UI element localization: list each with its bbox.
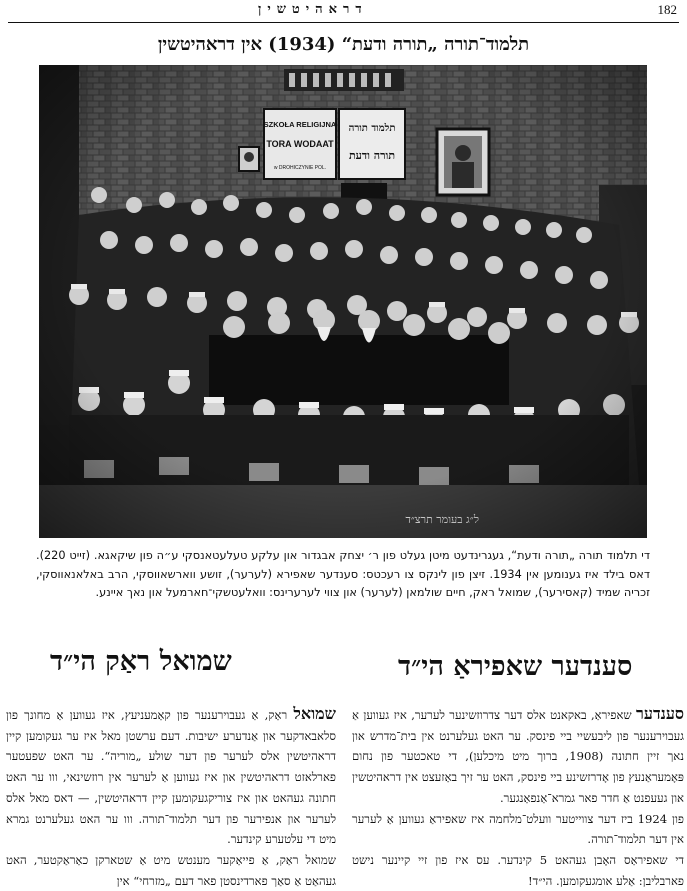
lead-word: שמואל — [293, 704, 336, 723]
photo-heading: תלמוד־תורה „תורה ודעת“ (1934) אין דראהיטשין — [157, 34, 530, 55]
paragraph: שמואל ראַק, אַ געבוירענער פון קאַמעניעץ, איז געווען אַ מחונך פון סלאבאדקער און אַנדערע ישיבות. דעם ערשטן מאל איז ער געקומען קיין דראהיטשין אלס לערער פון דער שולע „מוריה“. ער האט שפעטער פארלאזט דראהיטשין און איז געווען אַ לערער אין רוזשינאי, ווו ער האט חתונה געהאט און איז צוריקגעקומען קיין דראהיטשין, — דאס מאל אלס לערער און אנפירער פון דער תלמוד־תורה. ווו ער האט געלערנט גמרא מיט די עלטערע קינדער. — [6, 704, 336, 847]
lead-word: סענדער — [636, 704, 684, 723]
paragraph: די שאפיראַס האָבן געהאט 5 קינדער. עס איז פון זיי קיינער נישט פארבליבן: אַלע אומגעקומען. הי״ד! — [352, 852, 685, 888]
running-header — [8, 0, 679, 23]
article-title-rak: שמואל ראַק הי״ד — [50, 646, 232, 677]
running-title: דראהיטשין — [258, 2, 368, 17]
page-number: 182 — [657, 2, 677, 17]
paragraph: פון 1924 ביז דער צווייטער וועלט־מלחמה איז שאפיראַ געווען אַ לערער אין דער תלמוד־תורה. — [352, 811, 685, 847]
article-title-shapiro: סענדער שאפיראַ הי״ד — [398, 651, 633, 682]
article-body-shapiro — [352, 704, 684, 891]
group-photograph — [39, 65, 647, 538]
photo-caption: די תלמוד תורה „תורה ודעת“, געגרינדעט מיטן געלט פון ר׳ יצחק אבגדור און עלקע טעלעטאנסקי ע״ה פון שיקאגא. (זייט 220). דאס בילד איז גענומען אין 1934. זיצן פון לינקס צו רעכטס: סענדער שאפירא (לערער), זושע ווארשאווסקי, הרב באלאנאווסקי, זכריה שמיד (קאסירער), שמואל ראק, חיים שולמאן (לערער) און צווי לערערינס: וואלעטשקי־חארמעל און נאך איינע. — [36, 549, 650, 599]
article-body-rak — [6, 704, 336, 891]
paragraph: שמואל ראַק, אַ פייאַקער מענטש מיט אַ שטארקן כאַראַקטער, האט געהאַט אַ סאַך פארדינסטן פאר דעם „מזרחי“ אין — [6, 852, 336, 888]
paragraph: סענדער שאפיראַ, באקאנט אלס דער צדרוזשינער לערער, איז געווען אַ געבוירענער פון ליבעשיי ביי פינסק. ער האט געלערנט אין בית־מדרש און נאך זיין חתונה (1908, ברוך מיט מיכלען), די טאכטער פון נחום פּאָמעראַנעץ פון אָדרזשינע ביי פינסק, האט ער זיך באַזעצט אין דראהיטשין און געעפנט אַ חדר פאר גמרא־אַנפאַנגער. — [352, 704, 684, 805]
